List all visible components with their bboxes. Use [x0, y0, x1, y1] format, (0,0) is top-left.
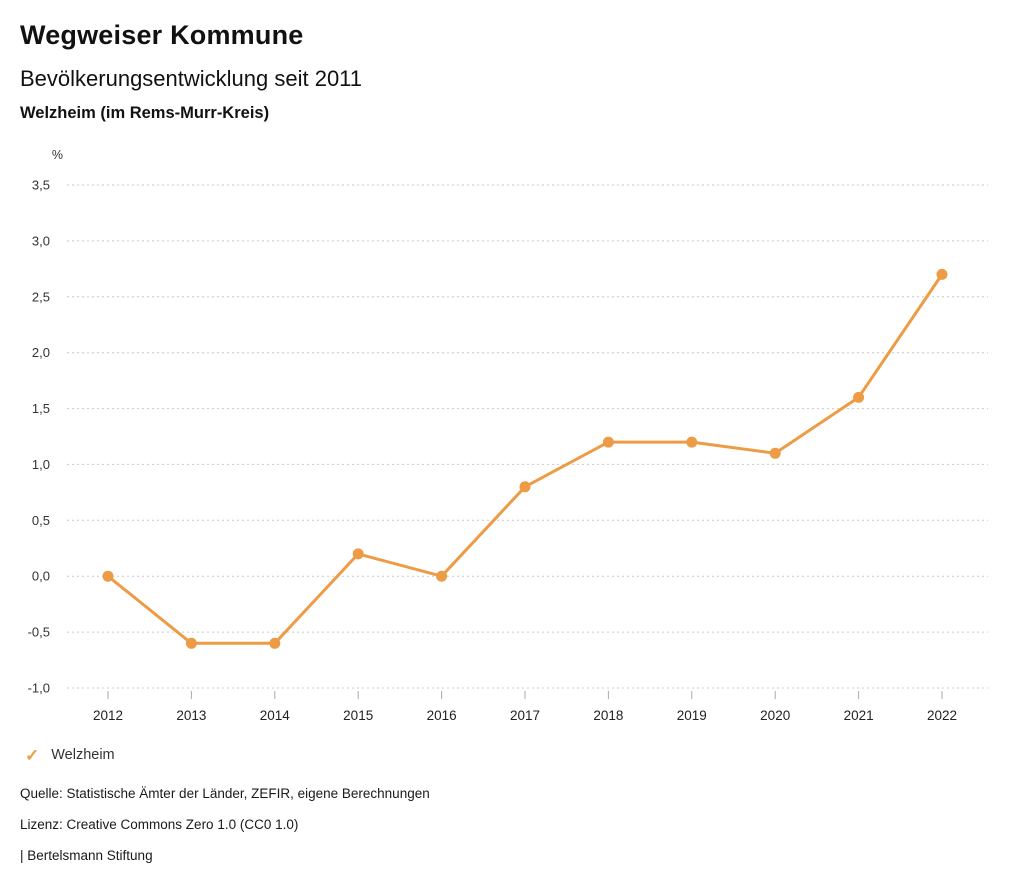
data-point-marker	[436, 571, 447, 582]
data-point-marker	[770, 448, 781, 459]
x-tick-label: 2020	[760, 708, 791, 723]
legend-label: Welzheim	[51, 747, 115, 763]
y-axis-unit-label: %	[51, 148, 63, 162]
legend-item-welzheim[interactable]	[25, 745, 115, 765]
data-point-marker	[937, 269, 948, 280]
data-point-marker	[103, 571, 114, 582]
data-point-marker	[353, 548, 364, 559]
data-point-marker	[603, 437, 614, 448]
y-tick-label: 3,5	[31, 177, 50, 193]
y-tick-label: -1,0	[27, 680, 50, 696]
x-tick-label: 2017	[509, 708, 541, 723]
y-tick-label: 0,0	[31, 568, 50, 584]
x-tick-label: 2021	[843, 708, 874, 723]
license-text: Lizenz: Creative Commons Zero 1.0 (CC0 1.0)	[20, 817, 299, 832]
y-tick-label: 2,0	[31, 345, 50, 361]
x-tick-label: 2013	[176, 708, 207, 723]
y-tick-label: 2,5	[31, 289, 50, 305]
y-tick-label: 0,5	[31, 512, 50, 528]
data-point-marker	[186, 638, 197, 649]
x-tick-label: 2019	[676, 708, 707, 723]
data-point-marker	[520, 481, 531, 492]
x-tick-label: 2018	[593, 708, 624, 723]
x-tick-label: 2022	[926, 708, 958, 723]
y-tick-label: 1,5	[31, 401, 50, 417]
page-title: Wegweiser Kommune	[20, 20, 304, 50]
x-tick-label: 2014	[259, 708, 290, 723]
y-tick-label: -0,5	[27, 624, 50, 640]
series-line	[108, 274, 942, 643]
x-tick-label: 2015	[343, 708, 374, 723]
x-tick-label: 2012	[92, 708, 124, 723]
check-icon: ✓	[25, 745, 40, 765]
y-tick-label: 1,0	[31, 456, 50, 472]
data-point-marker	[269, 638, 280, 649]
x-tick-label: 2016	[426, 708, 457, 723]
y-tick-label: 3,0	[31, 233, 50, 249]
chart-region-label: Welzheim (im Rems-Murr-Kreis)	[20, 104, 270, 122]
chart-subtitle: Bevölkerungsentwicklung seit 2011	[20, 66, 363, 91]
attribution-text: | Bertelsmann Stiftung	[20, 848, 153, 863]
source-text: Quelle: Statistische Ämter der Länder, ZEFIR, eigene Berechnungen	[20, 786, 430, 801]
data-point-marker	[853, 392, 864, 403]
data-point-marker	[686, 437, 697, 448]
